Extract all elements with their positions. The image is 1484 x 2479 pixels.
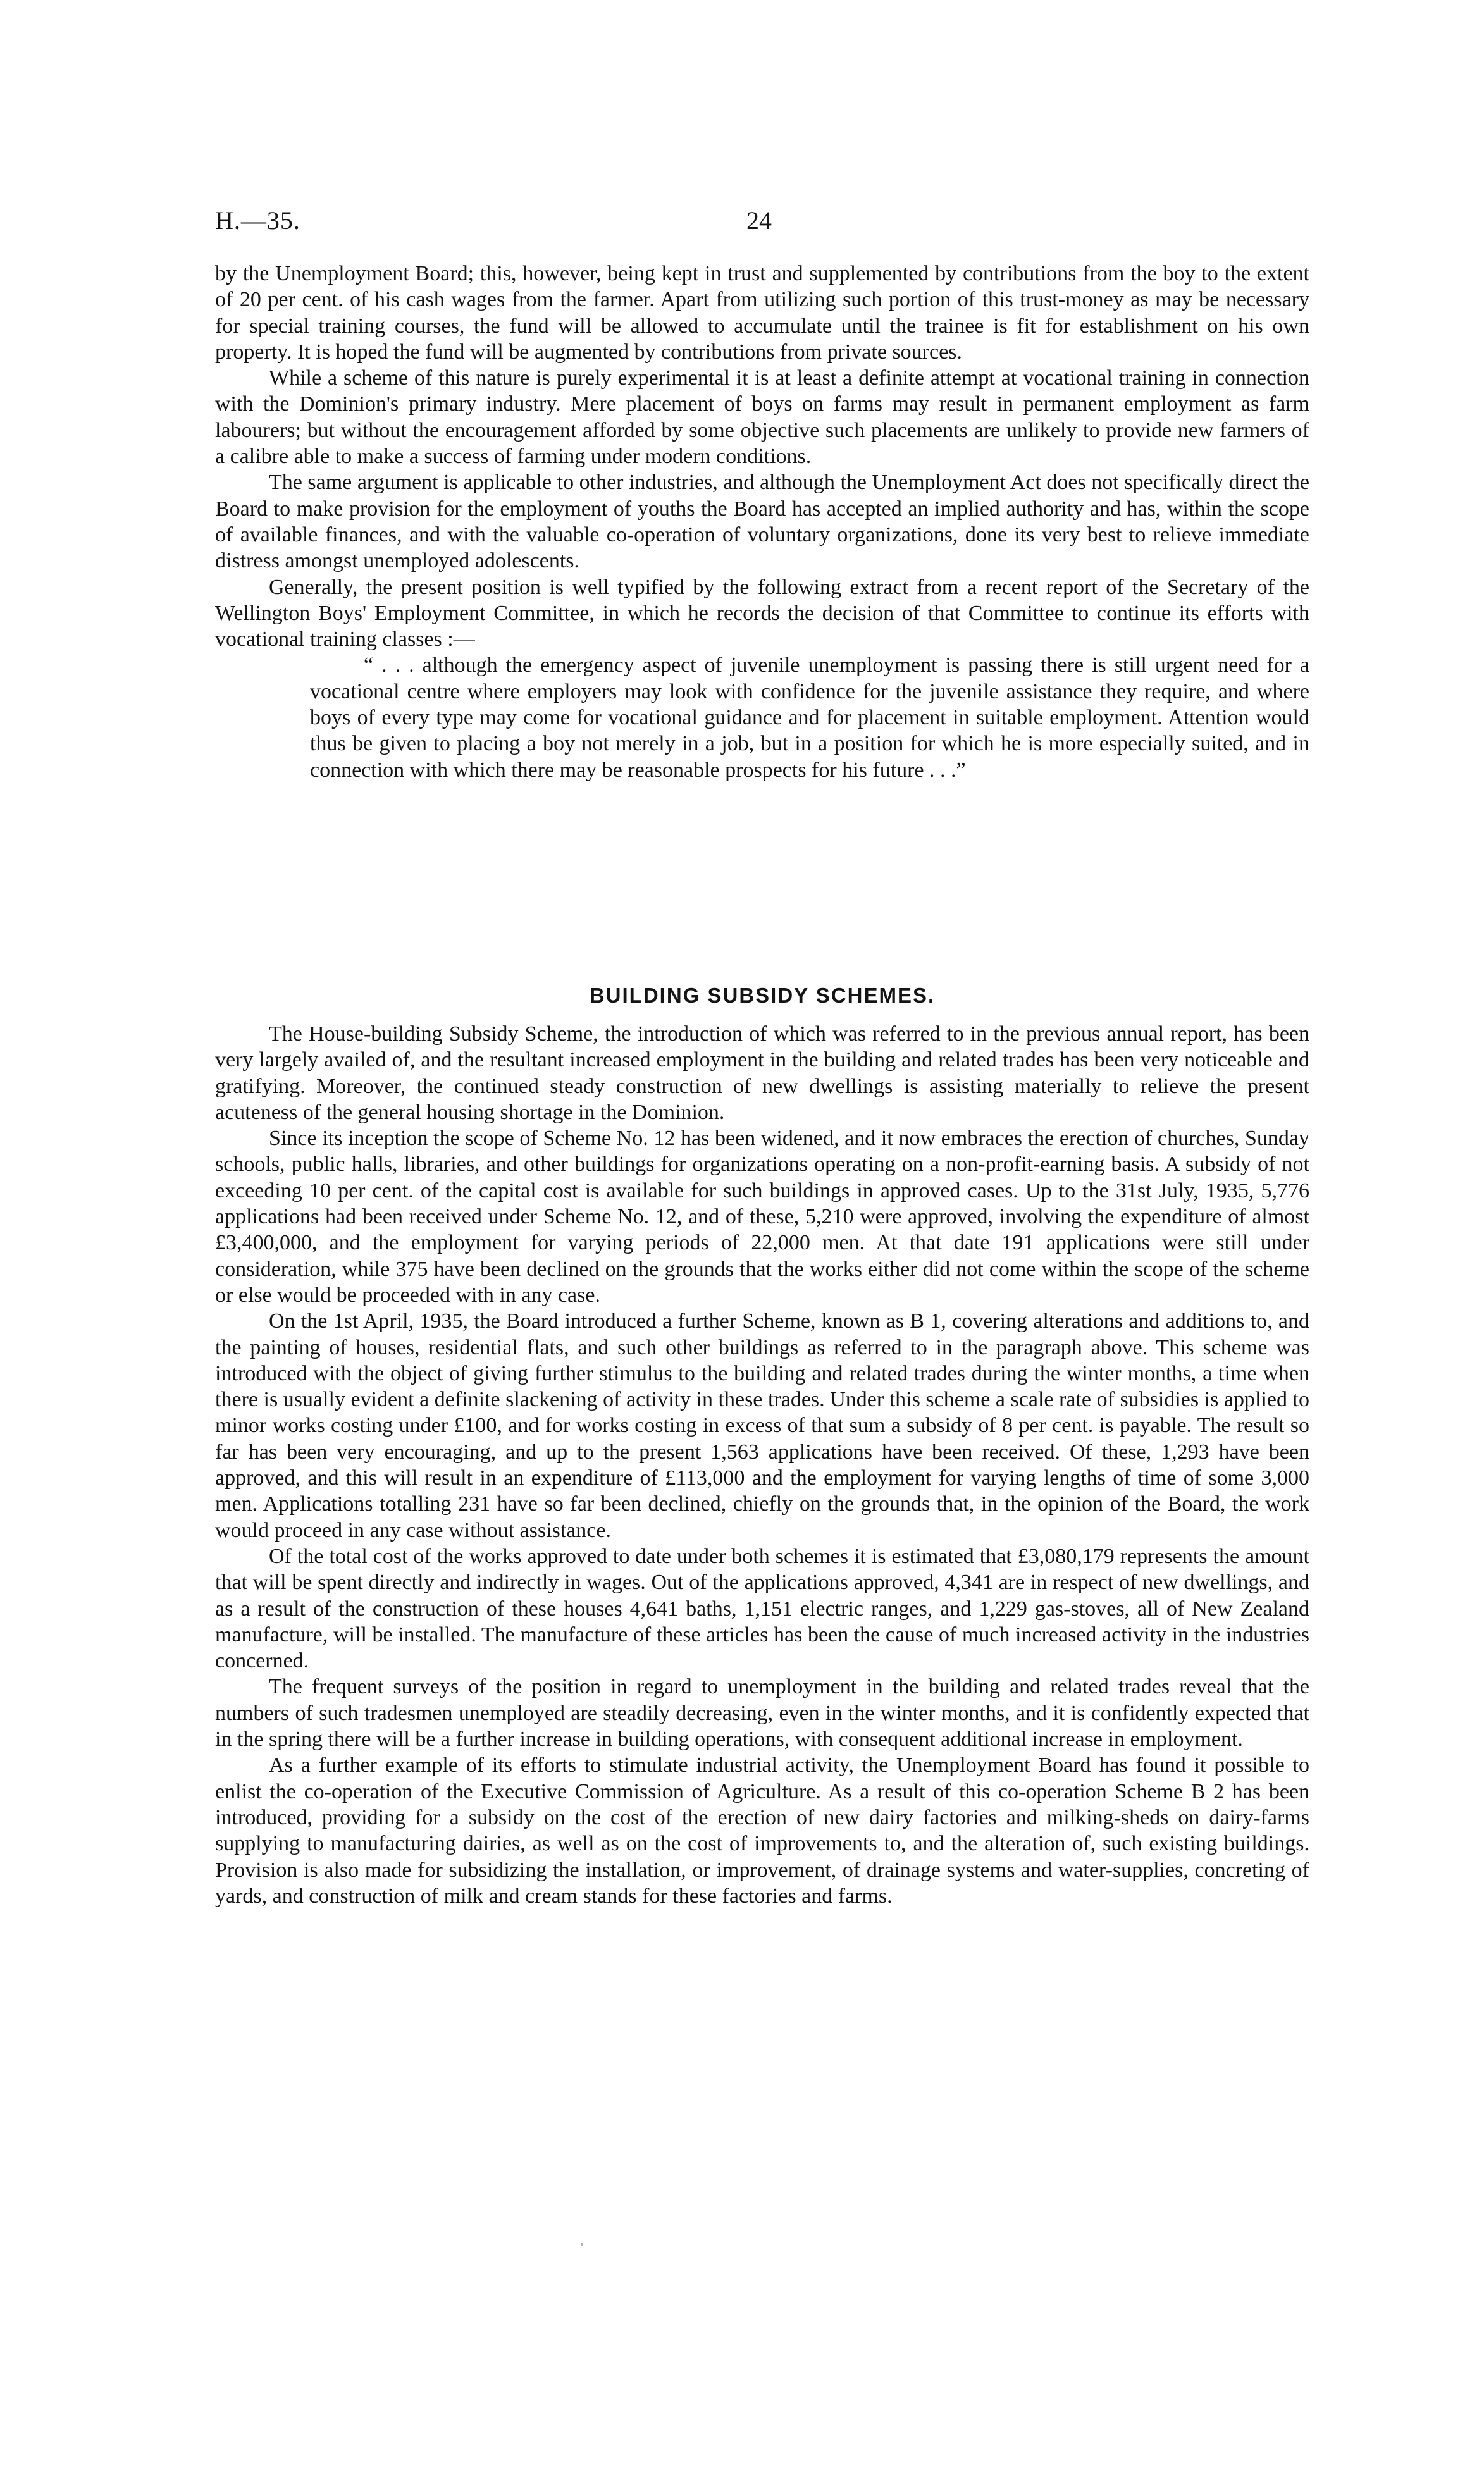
paragraph: by the Unemployment Board; this, however, being kept in trust and supplemented by contributions from the boy to the extent of 20 per cent. of his cash wages from the farmer. Apart from utilizing such portion of this trust-money as may be necessary for special training courses, the fund will be allowed to accumulate until the trainee is fit for establishment on his own property. It is hoped the fund will be augmented by contributions from private sources. — [215, 262, 1309, 364]
block-quote: “ . . . although the emergency aspect of juvenile unemployment is passing there is still urgent need for a vocational centre where employers may look with confidence for the juvenile assistance they require, and where boys of every type may come for vocational guidance and for placement in suitable employment. Attention would thus be given to placing a boy not merely in a job, but in a position for which he is more especially suited, and in connection with which there may be reasonable prospects for his future . . .” — [310, 653, 1309, 782]
intro-section — [215, 261, 1309, 783]
page-number: 24 — [746, 206, 772, 235]
paragraph: While a scheme of this nature is purely experimental it is at least a definite attempt at vocational training in connection with the Dominion's primary industry. Mere placement of boys on farms may result in permanent employment as farm labourers; but without the encouragement afforded by some objective such placements are unlikely to provide new farmers of a calibre able to make a success of farming under modern conditions. — [215, 366, 1309, 469]
document-reference: H.—35. — [215, 206, 300, 235]
paragraph: As a further example of its efforts to stimulate industrial activity, the Unemployment Board has found it possible to enlist the co-operation of the Executive Commission of Agriculture. As a result of this co-operation Scheme B 2 has been introduced, providing for a subsidy on the cost of the erection of new dairy factories and milking-sheds on dairy-farms supplying to manufacturing dairies, as well as on the cost of improvements to, and the alteration of, such existing buildings. Provision is also made for subsidizing the installation, or improvement, of drainage systems and water-supplies, concreting of yards, and construction of milk and cream stands for these factories and farms. — [215, 1753, 1309, 1908]
page-header — [215, 206, 1309, 244]
paragraph: Generally, the present position is well typified by the following extract from a recent report of the Secretary of the Wellington Boys' Employment Committee, in which he records the decision of that Committee to continue its efforts with vocational training classes :— — [215, 575, 1309, 652]
section-heading: BUILDING SUBSIDY SCHEMES. — [589, 984, 936, 1007]
paragraph: The same argument is applicable to other industries, and although the Unemployment Act does not specifically direct the Board to make provision for the employment of youths the Board has accepted an implied authority and has, within the scope of available finances, and with the valuable co-operation of voluntary organizations, done its very best to relieve immediate distress amongst unemployed adolescents. — [215, 471, 1309, 573]
paragraph: On the 1st April, 1935, the Board introduced a further Scheme, known as B 1, covering alterations and additions to, and the painting of houses, residential flats, and such other buildings as referred to in the paragraph above. This scheme was introduced with the object of giving further stimulus to the building and related trades during the winter months, a time when there is usually evident a definite slackening of activity in these trades. Under this scheme a scale rate of subsidies is applied to minor works costing under £100, and for works costing in excess of that sum a subsidy of 8 per cent. is payable. The result so far has been very encouraging, and up to the present 1,563 applications have been received. Of these, 1,293 have been approved, and this will result in an expenditure of £113,000 and the employment for varying lengths of time of some 3,000 men. Applications totalling 231 have so far been declined, chiefly on the grounds that, in the opinion of the Board, the work would proceed in any case without assistance. — [215, 1309, 1309, 1542]
paragraph: The frequent surveys of the position in regard to unemployment in the building and related trades reveal that the numbers of such tradesmen unemployed are steadily decreasing, even in the winter months, and it is confidently expected that in the spring there will be a further increase in building operations, with consequent additional increase in employment. — [215, 1675, 1309, 1752]
paragraph: The House-building Subsidy Scheme, the introduction of which was referred to in the previous annual report, has been very largely availed of, and the resultant increased employment in the building and related trades has been very noticeable and gratifying. Moreover, the continued steady construction of new dwellings is assisting materially to relieve the present acuteness of the general housing shortage in the Dominion. — [215, 1022, 1309, 1124]
page-speck — [581, 2243, 583, 2246]
building-subsidy-section — [215, 1021, 1309, 1909]
paragraph: Since its inception the scope of Scheme No. 12 has been widened, and it now embraces the erection of churches, Sunday schools, public halls, libraries, and other buildings for organizations operating on a non-profit-earning basis. A subsidy of not exceeding 10 per cent. of the capital cost is available for such buildings in approved cases. Up to the 31st July, 1935, 5,776 applications had been received under Scheme No. 12, and of these, 5,210 were approved, involving the expenditure of almost £3,400,000, and the employment for varying periods of 22,000 men. At that date 191 applications were still under consideration, while 375 have been declined on the grounds that the works either did not come within the scope of the scheme or else would be proceeded with in any case. — [215, 1127, 1309, 1307]
paragraph: Of the total cost of the works approved to date under both schemes it is estimated that £3,080,179 represents the amount that will be spent directly and indirectly in wages. Out of the applications approved, 4,341 are in respect of new dwellings, and as a result of the construction of these houses 4,641 baths, 1,151 electric ranges, and 1,229 gas-stoves, all of New Zealand manufacture, will be installed. The manufacture of these articles has been the cause of much increased activity in the industries concerned. — [215, 1544, 1309, 1673]
